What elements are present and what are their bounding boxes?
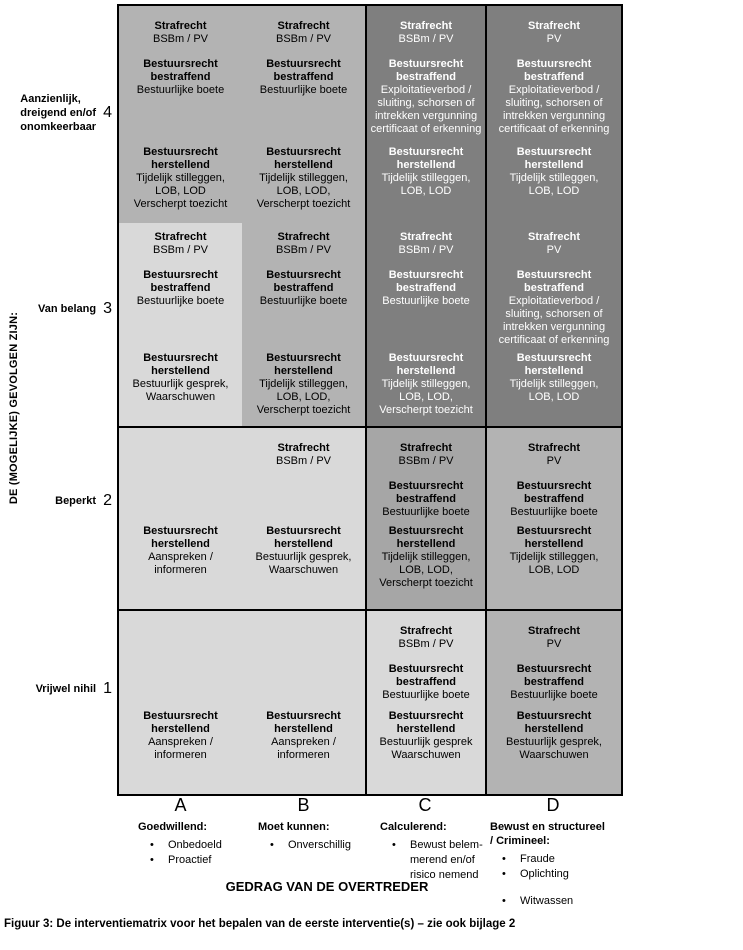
column-heading-line: Bewust en structureel [490, 821, 605, 833]
cell-heading-line: Bestuursrecht [516, 663, 592, 675]
cell-text-line: Tijdelijk stilleggen, [509, 378, 599, 390]
cell-text-group [367, 663, 485, 702]
cell-heading-line: Bestuursrecht [388, 269, 464, 281]
row-label-line: Beperkt [55, 495, 97, 507]
cell-text-group [242, 146, 365, 211]
cell-text-line: certificaat of erkenning [498, 123, 610, 135]
bullet-item [380, 838, 492, 883]
cell-text-line: Bestuurlijk gesprek [379, 736, 473, 748]
bullet-icon: • [270, 839, 274, 851]
matrix-cell-B2 [242, 426, 365, 609]
cell-text-line: LOB, LOD [528, 185, 580, 197]
bullet-text [168, 838, 222, 853]
cell-text-group [242, 269, 365, 308]
cell-text-group [367, 231, 485, 257]
cell-text-group [367, 58, 485, 136]
cell-heading-line: Bestuursrecht [266, 269, 341, 281]
cell-text-group [367, 625, 485, 651]
cell-heading-line: Bestuursrecht [143, 352, 218, 364]
cell-text-group [119, 269, 242, 308]
cell-text-group [367, 525, 485, 590]
cell-text-group [367, 442, 485, 468]
cell-text-group [487, 58, 621, 136]
bullet-text [288, 838, 351, 853]
matrix-cell-B1 [242, 609, 365, 794]
cell-heading-line: Bestuursrecht [516, 146, 592, 158]
row-number: 4 [103, 104, 112, 121]
matrix-cell-D1 [485, 609, 621, 794]
column-heading-line: Calculerend: [380, 821, 447, 833]
column-heading-line: Goedwillend: [138, 821, 208, 833]
cell-text-line: Bestuurlijke boete [259, 84, 348, 96]
cell-heading-line: Bestuursrecht [143, 710, 218, 722]
cell-text-line: Verscherpt toezicht [379, 404, 473, 416]
bullet-icon: • [392, 839, 396, 851]
cell-heading-line: Bestuursrecht [388, 146, 464, 158]
cell-heading-line: Bestuursrecht [516, 58, 592, 70]
cell-text-group [367, 269, 485, 308]
matrix-cell-A4 [119, 6, 242, 223]
cell-heading-line: herstellend [151, 365, 210, 377]
column-heading-line: Moet kunnen: [258, 821, 330, 833]
cell-heading-line: Bestuursrecht [388, 58, 464, 70]
cell-heading-line: Strafrecht [277, 231, 330, 243]
cell-text-line: Bestuurlijke boete [136, 84, 225, 96]
bullet-text [168, 853, 211, 868]
bullet-icon: • [150, 839, 154, 851]
cell-text-line: BSBm / PV [275, 33, 332, 45]
cell-text-group [242, 58, 365, 97]
cell-text-group [119, 525, 242, 577]
cell-text-line: Waarschuwen [145, 391, 216, 403]
cell-text-line: LOB, LOD, [399, 391, 453, 403]
cell-text-line: BSBm / PV [398, 638, 454, 650]
cell-text-group [487, 146, 621, 198]
cell-heading-line: Bestuursrecht [516, 525, 592, 537]
cell-heading-line: bestraffend [150, 71, 211, 83]
cell-text-line: BSBm / PV [275, 244, 332, 256]
cell-text-group [119, 58, 242, 97]
row-label-text [55, 494, 96, 508]
bullet-text [520, 894, 573, 909]
matrix-cell-D4 [485, 6, 621, 223]
cell-heading-line: herstellend [396, 723, 456, 735]
cell-text-group [242, 710, 365, 762]
cell-heading-line: Bestuursrecht [143, 58, 218, 70]
cell-text-line: BSBm / PV [152, 33, 209, 45]
matrix-cell-C4 [365, 6, 485, 223]
cell-heading-line: Bestuursrecht [516, 269, 592, 281]
cell-text-group [487, 269, 621, 347]
matrix-cell-A3 [119, 223, 242, 426]
bullet-text [520, 867, 569, 882]
cell-text-line: LOB, LOD [155, 185, 206, 197]
cell-text-line: Tijdelijk stilleggen, [381, 378, 471, 390]
cell-text-group [487, 480, 621, 519]
cell-text-line: intrekken vergunning [374, 110, 478, 122]
cell-text-group [119, 352, 242, 404]
cell-heading-line: herstellend [524, 365, 584, 377]
bullet-icon: • [150, 854, 154, 866]
matrix-cell-C3 [365, 223, 485, 426]
cell-heading-line: Strafrecht [277, 20, 330, 32]
bullet-text-line: Onbedoeld [168, 839, 222, 851]
cell-text-group [487, 20, 621, 46]
row-label-2 [0, 493, 112, 509]
cell-text-group [119, 710, 242, 762]
cell-text-line: Tijdelijk stilleggen, [259, 172, 348, 184]
cell-text-line: Bestuurlijke boete [382, 295, 470, 307]
cell-text-group [242, 442, 365, 468]
cell-text-line: sluiting, schorsen of [505, 97, 603, 109]
bullet-text-line: Oplichting [520, 868, 569, 880]
bullet-icon: • [502, 895, 506, 907]
cell-text-line: Tijdelijk stilleggen, [259, 378, 348, 390]
cell-text-group [242, 231, 365, 257]
row-label-line: Van belang [38, 303, 97, 315]
cell-heading-line: Bestuursrecht [388, 710, 464, 722]
column-description-d [490, 820, 626, 909]
matrix-cell-C1 [365, 609, 485, 794]
cell-text-line: Bestuurlijk gesprek, [506, 736, 602, 748]
cell-text-line: BSBm / PV [398, 33, 454, 45]
cell-heading-line: herstellend [524, 538, 584, 550]
cell-text-line: Exploitatieverbod / [508, 84, 600, 96]
column-heading-line: / Crimineel: [490, 835, 550, 847]
bullet-text-line: Proactief [168, 854, 212, 866]
cell-heading-line: herstellend [151, 723, 210, 735]
matrix-cell-A1 [119, 609, 242, 794]
column-letter-d: D [546, 795, 560, 815]
figure-caption: Figuur 3: De interventiematrix voor het bepalen van de eerste interventie(s) – zie ook bijlage 2 [4, 918, 516, 930]
bullet-icon: • [502, 868, 506, 880]
cell-heading-line: bestraffend [524, 676, 584, 688]
column-letter-b: B [297, 795, 310, 815]
cell-text-line: Bestuurlijke boete [510, 689, 598, 701]
cell-heading-line: Strafrecht [154, 20, 207, 32]
cell-heading-line: bestraffend [396, 71, 456, 83]
cell-text-group [487, 525, 621, 577]
cell-heading-line: Bestuursrecht [143, 269, 218, 281]
cell-text-line: Tijdelijk stilleggen, [381, 551, 471, 563]
bullet-text-line: Witwassen [520, 895, 574, 907]
cell-text-line: Bestuurlijke boete [136, 295, 225, 307]
cell-heading-line: Bestuursrecht [266, 146, 341, 158]
cell-text-line: Waarschuwen [268, 564, 339, 576]
cell-text-line: Verscherpt toezicht [256, 404, 351, 416]
cell-heading-line: herstellend [396, 159, 456, 171]
y-axis-title: DE (MOGELIJKE) GEVOLGEN ZIJN: [8, 311, 20, 505]
column-letter-a: A [174, 795, 187, 815]
cell-text-line: intrekken vergunning [502, 110, 606, 122]
cell-heading-line: bestraffend [396, 493, 456, 505]
matrix-cell-A2 [119, 426, 242, 609]
cell-text-line: Tijdelijk stilleggen, [381, 172, 471, 184]
cell-heading-line: Bestuursrecht [143, 525, 218, 537]
column-bullet-list [490, 852, 626, 909]
matrix-cell-B4 [242, 6, 365, 223]
cell-heading-line: bestraffend [524, 71, 584, 83]
cell-text-line: certificaat of erkenning [498, 334, 610, 346]
cell-heading-line: Bestuursrecht [266, 710, 341, 722]
bullet-icon: • [502, 853, 506, 865]
matrix-cell-C2 [365, 426, 485, 609]
row-label-line: Vrijwel nihil [35, 683, 97, 695]
cell-heading-line: Strafrecht [528, 20, 580, 32]
bullet-text [520, 852, 555, 867]
matrix-cell-D2 [485, 426, 621, 609]
cell-heading-line: Bestuursrecht [388, 663, 464, 675]
cell-text-line: Tijdelijk stilleggen, [509, 172, 599, 184]
cell-text-line: Verscherpt toezicht [133, 198, 228, 210]
cell-text-group [119, 146, 242, 211]
cell-heading-line: Strafrecht [528, 231, 580, 243]
cell-text-line: BSBm / PV [398, 244, 454, 256]
cell-text-line: LOB, LOD [400, 185, 452, 197]
cell-text-line: informeren [277, 749, 330, 761]
cell-text-line: Exploitatieverbod / [380, 84, 472, 96]
cell-text-group [487, 625, 621, 651]
cell-text-group [487, 663, 621, 702]
cell-heading-line: bestraffend [273, 71, 334, 83]
cell-text-group [487, 442, 621, 468]
cell-heading-line: herstellend [151, 538, 210, 550]
cell-text-line: Waarschuwen [519, 749, 589, 761]
cell-text-group [242, 352, 365, 417]
cell-heading-line: Bestuursrecht [388, 480, 464, 492]
column-bullet-list [380, 838, 492, 883]
cell-heading-line: Strafrecht [154, 231, 207, 243]
cell-heading-line: bestraffend [396, 676, 456, 688]
cell-text-line: PV [546, 638, 562, 650]
x-axis-title: GEDRAG VAN DE OVERTREDER [225, 879, 429, 894]
bullet-item [258, 838, 374, 853]
cell-text-line: LOB, LOD, [399, 564, 453, 576]
cell-text-group [487, 710, 621, 762]
cell-heading-line: bestraffend [396, 282, 456, 294]
cell-text-group [367, 480, 485, 519]
matrix-cell-B3 [242, 223, 365, 426]
cell-heading-line: herstellend [396, 538, 456, 550]
column-description-a [138, 820, 250, 868]
column-description-b [258, 820, 374, 853]
cell-text-line: LOB, LOD [528, 391, 580, 403]
bullet-text-line: Bewust belem- [410, 839, 483, 851]
cell-heading-line: Bestuursrecht [388, 525, 464, 537]
cell-text-line: sluiting, schorsen of [505, 308, 603, 320]
cell-text-group [487, 352, 621, 404]
cell-text-group [367, 710, 485, 762]
row-label-text [20, 92, 96, 134]
cell-text-line: Bestuurlijk gesprek, [255, 551, 352, 563]
cell-text-line: PV [546, 244, 562, 256]
cell-text-line: certificaat of erkenning [370, 123, 482, 135]
cell-text-line: BSBm / PV [152, 244, 209, 256]
bullet-text-line: merend en/of [410, 854, 475, 866]
cell-text-line: Verscherpt toezicht [256, 198, 351, 210]
cell-text-line: Aanspreken / [148, 736, 213, 748]
cell-text-line: Tijdelijk stilleggen, [509, 551, 599, 563]
bullet-item [490, 894, 626, 909]
bullet-item [490, 867, 626, 882]
cell-heading-line: Bestuursrecht [388, 352, 464, 364]
cell-heading-line: bestraffend [273, 282, 334, 294]
cell-heading-line: Strafrecht [400, 231, 452, 243]
cell-heading-line: herstellend [274, 365, 333, 377]
row-label-3 [0, 301, 112, 317]
row-label-line: Aanzienlijk, [20, 93, 81, 105]
column-description-c [380, 820, 492, 883]
cell-text-group [367, 352, 485, 417]
cell-text-line: Bestuurlijke boete [382, 689, 470, 701]
cell-heading-line: herstellend [274, 538, 333, 550]
cell-heading-line: Strafrecht [400, 442, 452, 454]
column-letter-c: C [418, 795, 432, 815]
cell-heading-line: herstellend [151, 159, 210, 171]
row-label-1 [0, 681, 112, 697]
cell-text-line: Tijdelijk stilleggen, [136, 172, 225, 184]
cell-text-line: Aanspreken / [271, 736, 336, 748]
cell-heading-line: Bestuursrecht [516, 480, 592, 492]
cell-text-group [242, 20, 365, 46]
cell-text-line: sluiting, schorsen of [377, 97, 475, 109]
matrix-grid [117, 4, 623, 796]
bullet-item [490, 852, 626, 867]
cell-heading-line: Strafrecht [277, 442, 330, 454]
cell-heading-line: Strafrecht [528, 625, 580, 637]
column-bullet-list [258, 838, 374, 853]
cell-heading-line: herstellend [524, 159, 584, 171]
cell-text-line: BSBm / PV [398, 455, 454, 467]
matrix-cell-D3 [485, 223, 621, 426]
cell-text-line: Waarschuwen [391, 749, 461, 761]
cell-heading-line: Bestuursrecht [143, 146, 218, 158]
cell-heading-line: Strafrecht [400, 625, 452, 637]
cell-text-group [119, 231, 242, 257]
cell-heading-line: Bestuursrecht [266, 352, 341, 364]
bullet-text-line: risico nemend [410, 869, 479, 881]
cell-text-line: informeren [154, 564, 207, 576]
bullet-item [138, 853, 250, 868]
cell-text-line: Aanspreken / [148, 551, 213, 563]
cell-text-line: LOB, LOD [528, 564, 580, 576]
cell-text-line: PV [546, 33, 562, 45]
bullet-text-line: Fraude [520, 853, 555, 865]
cell-heading-line: herstellend [396, 365, 456, 377]
column-bullet-list [138, 838, 250, 868]
cell-heading-line: Bestuursrecht [266, 58, 341, 70]
cell-text-line: LOB, LOD, [276, 185, 331, 197]
cell-text-line: Bestuurlijk gesprek, [132, 378, 229, 390]
cell-text-line: Bestuurlijke boete [259, 295, 348, 307]
cell-heading-line: bestraffend [524, 282, 584, 294]
cell-text-group [367, 146, 485, 198]
cell-heading-line: Bestuursrecht [266, 525, 341, 537]
cell-heading-line: Bestuursrecht [516, 710, 592, 722]
cell-heading-line: herstellend [274, 159, 333, 171]
cell-text-line: informeren [154, 749, 207, 761]
row-number: 1 [103, 680, 112, 697]
cell-text-line: PV [546, 455, 562, 467]
row-label-4 [0, 92, 112, 134]
cell-heading-line: Bestuursrecht [516, 352, 592, 364]
cell-heading-line: bestraffend [150, 282, 211, 294]
bullet-item [138, 838, 250, 853]
cell-text-group [242, 525, 365, 577]
cell-text-group [119, 20, 242, 46]
cell-heading-line: Strafrecht [400, 20, 452, 32]
cell-heading-line: herstellend [274, 723, 333, 735]
bullet-text-line: Onverschillig [288, 839, 351, 851]
row-label-line: onomkeerbaar [20, 121, 97, 133]
cell-text-line: LOB, LOD, [276, 391, 331, 403]
cell-heading-line: Strafrecht [528, 442, 580, 454]
row-label-line: dreigend en/of [20, 107, 97, 119]
cell-heading-line: bestraffend [524, 493, 584, 505]
cell-text-line: Exploitatieverbod / [508, 295, 600, 307]
row-number: 3 [103, 300, 112, 317]
bullet-text [410, 838, 483, 883]
row-label-text [38, 302, 96, 316]
cell-text-group [487, 231, 621, 257]
cell-text-line: Verscherpt toezicht [379, 577, 473, 589]
cell-text-line: intrekken vergunning [502, 321, 606, 333]
cell-heading-line: herstellend [524, 723, 584, 735]
cell-text-group [367, 20, 485, 46]
row-label-text [36, 682, 97, 696]
cell-text-line: Bestuurlijke boete [382, 506, 470, 518]
cell-text-line: Bestuurlijke boete [510, 506, 598, 518]
row-number: 2 [103, 492, 112, 509]
cell-text-line: BSBm / PV [275, 455, 332, 467]
